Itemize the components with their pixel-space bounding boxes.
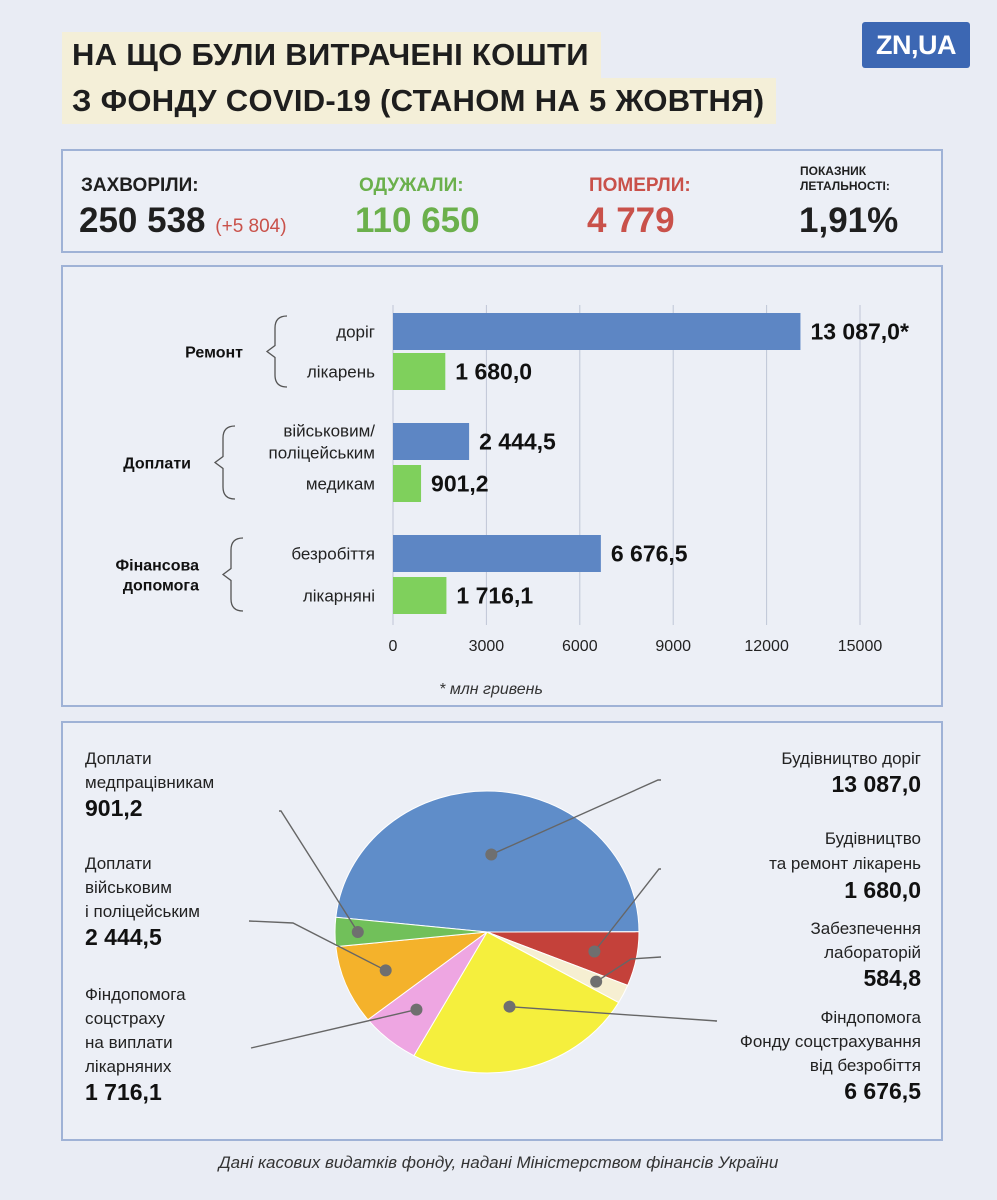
pie-label-3: Фіндопомога Фонду соцстрахування від безробіття xyxy=(739,1008,921,1075)
group-label-2: Фінансова допомога xyxy=(115,557,199,595)
x-tick-label-2: 6000 xyxy=(562,638,598,655)
x-tick-label-3: 9000 xyxy=(655,638,691,655)
bar-0-0 xyxy=(393,313,800,350)
bar-value-0-1: 1 680,0 xyxy=(455,358,533,385)
pie-chart xyxy=(63,723,941,1139)
pie-label-5: Доплати військовим і поліцейським xyxy=(85,854,200,921)
group-label-1: Доплати xyxy=(123,455,191,473)
bar-label-1-1: медикам xyxy=(305,474,375,494)
pie-dot-0 xyxy=(485,849,497,861)
pie-value-3: 6 676,5 xyxy=(844,1078,921,1104)
pie-value-5: 2 444,5 xyxy=(85,924,162,950)
pie-value-2: 584,8 xyxy=(863,965,921,991)
bar-value-0-0: 13 087,0* xyxy=(810,318,909,345)
bar-label-2-0: безробіття xyxy=(291,544,375,564)
zn-logo[interactable]: ZN,UA xyxy=(862,22,970,68)
pie-chart-panel xyxy=(61,721,943,1141)
recovered-label: ОДУЖАЛИ: xyxy=(359,175,464,196)
pie-label-0: Будівництво доріг xyxy=(781,749,921,768)
group-bracket-0 xyxy=(267,316,287,387)
recovered-value: 110 650 xyxy=(355,201,480,240)
died-label: ПОМЕРЛИ: xyxy=(589,175,691,196)
bar-chart xyxy=(63,267,941,705)
bar-0-1 xyxy=(393,353,445,390)
died-value: 4 779 xyxy=(587,201,675,240)
lethality-label-1: ПОКАЗНИК xyxy=(800,164,867,178)
group-label-0: Ремонт xyxy=(185,344,243,362)
bar-2-1 xyxy=(393,577,446,614)
pie-dot-3 xyxy=(504,1001,516,1013)
pie-label-2: Забезпечення лабораторій xyxy=(810,919,921,962)
x-tick-label-5: 15000 xyxy=(837,638,883,655)
pie-dot-1 xyxy=(588,946,600,958)
bar-chart-panel xyxy=(61,265,943,707)
bar-label-0-1: лікарень xyxy=(306,362,375,382)
bar-label-2-1: лікарняні xyxy=(302,586,375,606)
x-tick-label-0: 0 xyxy=(388,638,398,655)
footer-source: Дані касових видатків фонду, надані Міністерством фінансів України xyxy=(218,1153,779,1172)
x-tick-label-4: 12000 xyxy=(744,638,789,655)
bar-1-0 xyxy=(393,423,469,460)
pie-value-6: 901,2 xyxy=(85,795,143,821)
bar-1-1 xyxy=(393,465,421,502)
pie-label-1: Будівництво та ремонт лікарень xyxy=(769,829,921,873)
sick-number: 250 538 xyxy=(79,201,206,240)
bar-label-0-0: доріг xyxy=(336,322,375,342)
bar-label-1-0: військовим/ поліцейським xyxy=(268,421,375,463)
lethality-label-2: ЛЕТАЛЬНОСТІ: xyxy=(800,179,890,193)
pie-dot-5 xyxy=(380,964,392,976)
pie-value-4: 1 716,1 xyxy=(85,1079,162,1105)
pie-leader-6 xyxy=(279,811,358,932)
bar-value-1-0: 2 444,5 xyxy=(479,428,556,455)
lethality-label xyxy=(800,164,890,194)
pie-dot-2 xyxy=(590,976,602,988)
x-tick-label-1: 3000 xyxy=(468,638,505,655)
sick-value xyxy=(79,201,287,241)
pie-label-4: Фіндопомога соцстраху на виплати лікарняних xyxy=(85,985,186,1076)
pie-dot-4 xyxy=(410,1004,422,1016)
page-title xyxy=(62,32,776,124)
stats-panel xyxy=(61,149,943,253)
bar-value-2-1: 1 716,1 xyxy=(456,582,534,609)
title-line-1: НА ЩО БУЛИ ВИТРАЧЕНІ КОШТИ xyxy=(62,32,601,78)
lethality-value: 1,91% xyxy=(799,201,899,240)
group-bracket-2 xyxy=(223,538,243,611)
sick-delta: (+5 804) xyxy=(215,216,287,237)
pie-value-0: 13 087,0 xyxy=(831,771,921,797)
pie-value-1: 1 680,0 xyxy=(844,877,921,903)
group-bracket-1 xyxy=(215,426,235,499)
pie-slice-0 xyxy=(336,791,639,932)
pie-dot-6 xyxy=(352,926,364,938)
pie-label-6: Доплати медпрацівникам xyxy=(85,749,215,792)
bar-2-0 xyxy=(393,535,601,572)
sick-label: ЗАХВОРІЛИ: xyxy=(81,175,199,196)
unit-note: * млн гривень xyxy=(439,681,543,698)
bar-value-1-1: 901,2 xyxy=(431,470,489,497)
title-line-2: З ФОНДУ COVID-19 (СТАНОМ НА 5 ЖОВТНЯ) xyxy=(62,78,776,124)
bar-value-2-0: 6 676,5 xyxy=(610,540,688,567)
